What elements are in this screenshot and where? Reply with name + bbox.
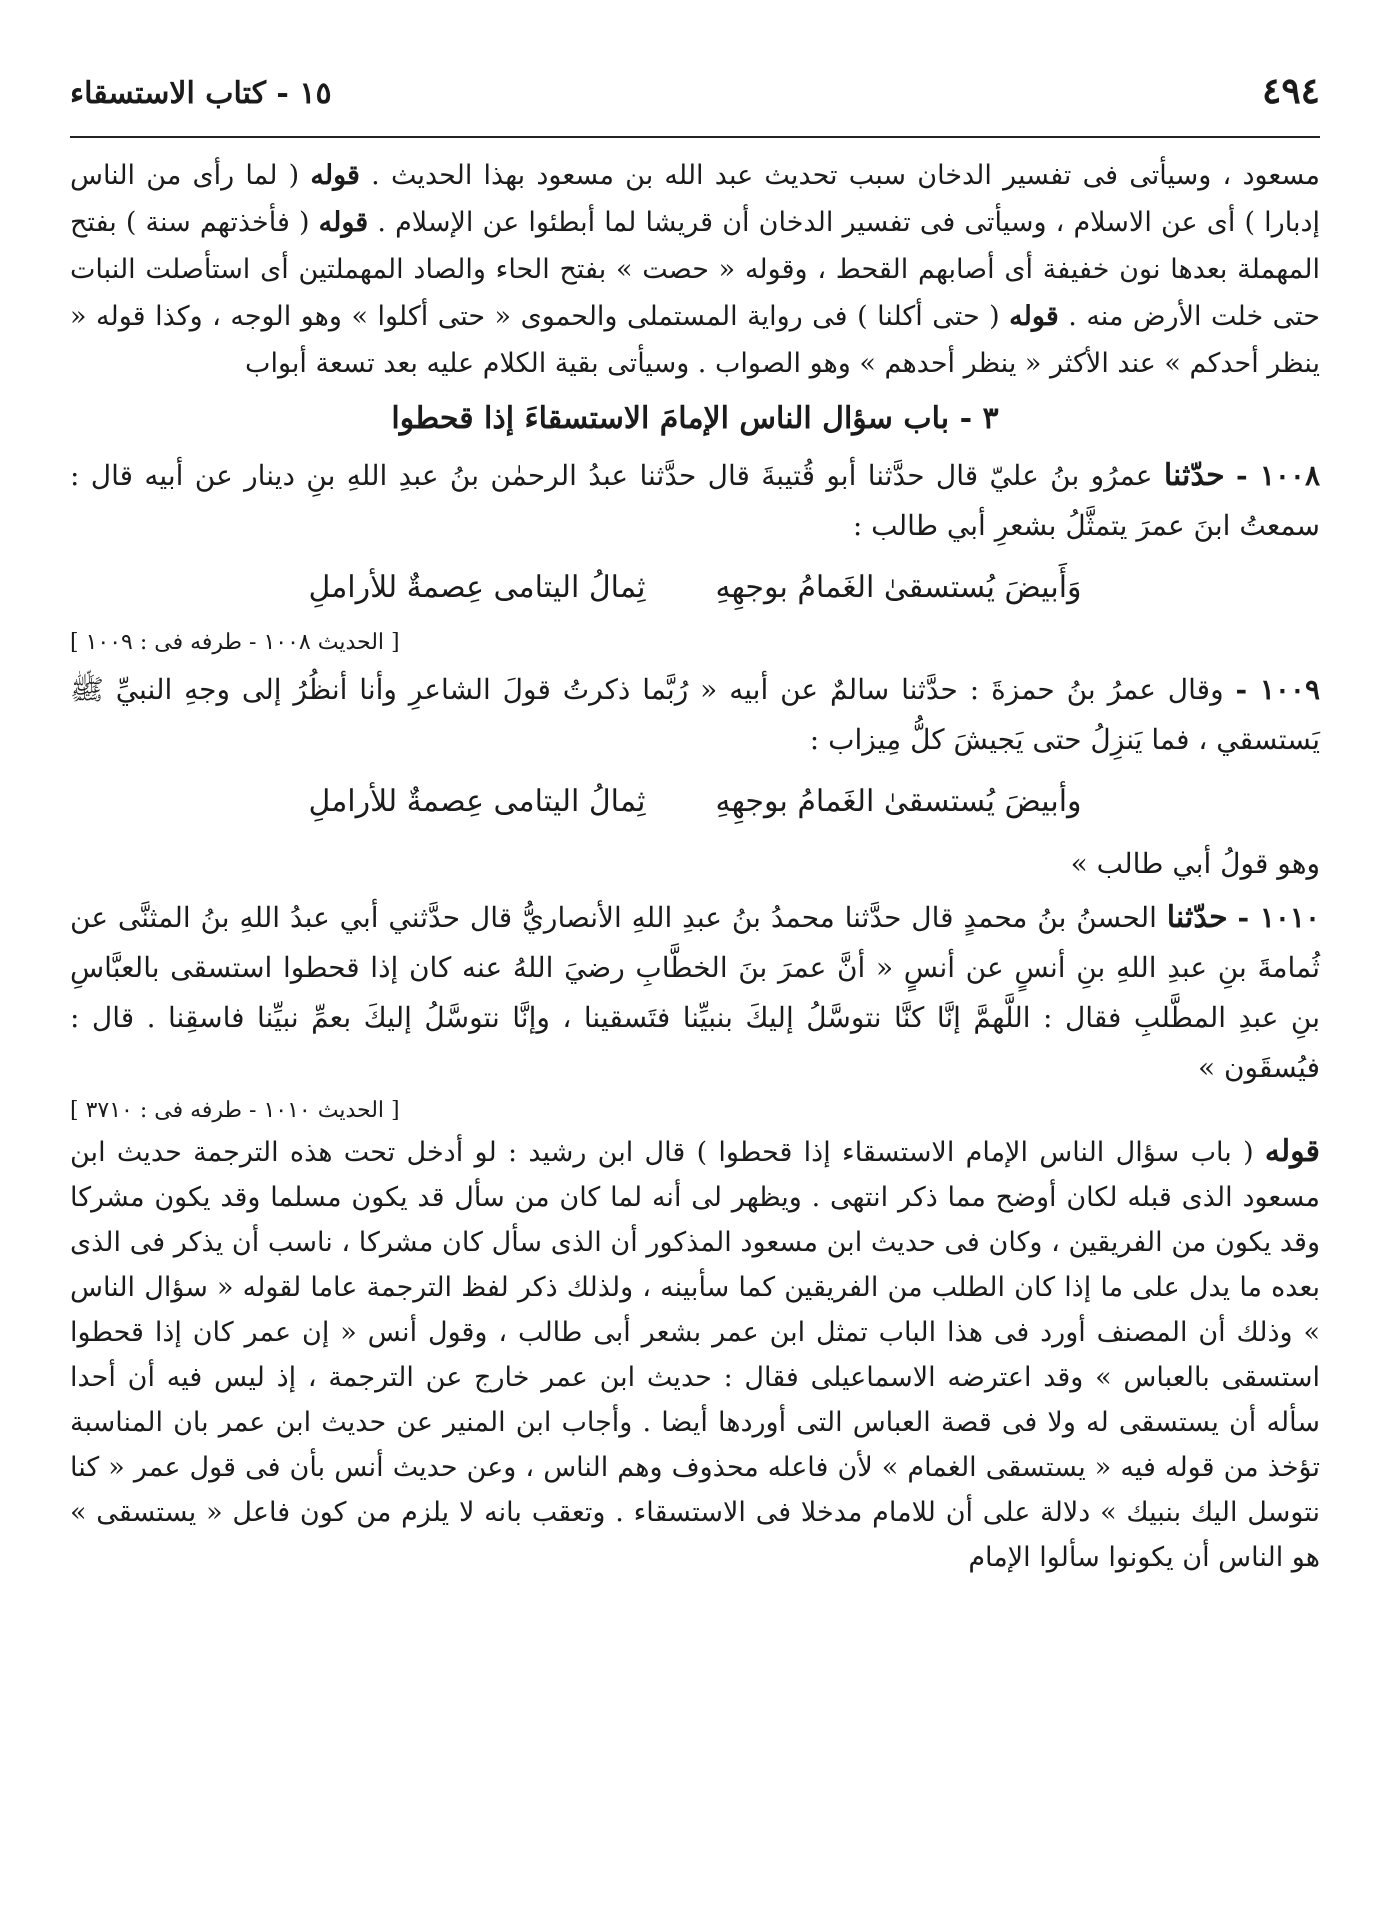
book-page bbox=[70, 70, 1320, 1890]
hadith-1008-text bbox=[70, 451, 1320, 551]
qawluhu-keyword: قوله bbox=[1264, 1134, 1320, 1169]
hadith-1009 bbox=[70, 665, 1320, 889]
hadith-1010-text bbox=[70, 893, 1320, 1093]
hadith-number: ١٠٠٨ - bbox=[1236, 459, 1320, 492]
verse-hemistich-second: ثِمالُ اليتامى عِصمةٌ للأراملِ bbox=[308, 570, 646, 605]
page-number: ٤٩٤ bbox=[1261, 70, 1320, 112]
commentary-block bbox=[70, 1129, 1320, 1580]
bab-label: باب bbox=[903, 401, 950, 436]
hadith-1010 bbox=[70, 893, 1320, 1129]
verse-hemistich-second: ثِمالُ اليتامى عِصمةٌ للأراملِ bbox=[308, 784, 646, 819]
hadith-1008 bbox=[70, 451, 1320, 661]
chapter-heading bbox=[70, 391, 1320, 447]
hadith-body: عمرُو بنُ عليّ قال حدَّثنا أبو قُتيبةَ قال حدَّثنا عبدُ الرحمٰن بنُ عبدِ اللهِ بنِ دينار عن أبيه قال : سمعتُ ابنَ عمرَ يتمثَّلُ بشعرِ أبي طالب : bbox=[70, 459, 1320, 542]
intro-text-1: مسعود ، وسيأتى فى تفسير الدخان سبب تحديث عبد الله بن مسعود بهذا الحديث . bbox=[359, 160, 1320, 191]
qawluhu-keyword: قوله bbox=[310, 160, 360, 191]
hadith-number: ١٠١٠ - bbox=[1237, 901, 1320, 934]
poetry-verse bbox=[70, 771, 1320, 833]
hadith-tail: وهو قولُ أبي طالب » bbox=[1070, 847, 1320, 880]
header-rule bbox=[70, 136, 1320, 138]
qawluhu-keyword: قوله bbox=[318, 207, 369, 238]
commentary-text: ( باب سؤال الناس الإمام الاستسقاء إذا قحطوا ) قال ابن رشيد : لو أدخل تحت هذه الترجمة حديث ابن مسعود الذى قبله لكان أوضح مما ذكر انتهى . ويظهر لى أنه لما كان من سأل قد يكون مسلما وقد يكون مشركا وقد يكون من الفريقين ، وكان فى حديث ابن مسعود المذكور أن الذى سأل كان مشركا ، ناسب أن يذكر فى الذى بعده ما يدل على ما إذا كان الطلب من الفريقين كما سأبينه ، ولذلك ذكر لفظ الترجمة عاما لقوله « سؤال الناس » وذلك أن المصنف أورد فى هذا الباب تمثل ابن عمر بشعر أبى طالب ، وقول أنس « إن عمر كان إذا قحطوا استسقى بالعباس » وقد اعترضه الاسماعيلى فقال : حديث ابن عمر خارج عن الترجمة ، إذ ليس فيه أن أحدا سأله أن يستسقى له ولا فى قصة العباس التى أوردها أيضا . وأجاب ابن المنير عن حديث ابن عمر بان المناسبة تؤخذ من قوله فيه « يستسقى الغمام » لأن فاعله محذوف وهم الناس ، وعن حديث أنس بأن فى قول عمر « كنا نتوسل اليك بنبيك » دلالة على أن للامام مدخلا فى الاستسقاء . وتعقب بانه لا يلزم من كون فاعل « يستسقى » هو الناس أن يكونوا سألوا الإمام bbox=[70, 1137, 1320, 1573]
intro-text-2: ( لما رأى من الناس إدبارا ) أى عن الاسلام ، وسيأتى فى تفسير الدخان أن قريشا لما أبطئوا عن الإسلام . bbox=[70, 160, 1320, 238]
intro-text-4: ( حتى أكلنا ) فى رواية المستملى والحموى « حتى أكلوا » وهو الوجه ، وكذا قوله « ينظر أحدكم » عند الأكثر « ينظر أحدهم » وهو الصواب . وسيأتى بقية الكلام عليه بعد تسعة أبواب bbox=[70, 301, 1320, 379]
hadith-number: ١٠٠٩ - bbox=[1235, 673, 1320, 706]
hadith-1009-text bbox=[70, 665, 1320, 765]
hadith-body: الحسنُ بنُ محمدٍ قال حدَّثنا محمدُ بنُ عبدِ اللهِ الأنصاريُّ قال حدَّثني أبي عبدُ اللهِ بنُ المثنَّى عن ثُمامةَ بنِ عبدِ اللهِ بنِ أنسٍ عن أنسٍ « أنَّ عمرَ بنَ الخطَّابِ رضيَ اللهُ عنه كان إذا قحطوا استسقى بالعبَّاسِ بنِ عبدِ المطَّلبِ فقال : اللَّهمَّ إنَّا كنَّا نتوسَّلُ إليكَ بنبيِّنا فتَسقينا ، وإنَّا نتوسَّلُ إليكَ بعمِّ نبيِّنا فاسقِنا . قال : فيُسقَون » bbox=[70, 901, 1320, 1084]
intro-text-3: ( فأخذتهم سنة ) بفتح المهملة بعدها نون خفيفة أى أصابهم القحط ، وقوله « حصت » بفتح الحاء والصاد المهملتين أى استأصلت النبات حتى خلت الأرض منه . bbox=[70, 207, 1320, 332]
haddathana-label: حدّثنا bbox=[1163, 458, 1225, 493]
chapter-title: ١٥ - كتاب الاستسقاء bbox=[70, 76, 332, 111]
hadith-reference: [ الحديث ١٠١٠ - طرفه فى : ٣٧١٠ ] bbox=[70, 1098, 400, 1123]
intro-commentary bbox=[70, 152, 1320, 387]
verse-hemistich-first: وأبيضَ يُستسقىٰ الغَمامُ بوجهِهِ bbox=[715, 784, 1082, 819]
chapter-heading-title: سؤال الناس الإمامَ الاستسقاءَ إذا قحطوا bbox=[391, 401, 893, 436]
chapter-number: ٣ - bbox=[959, 401, 999, 436]
haddathana-label: حدّثنا bbox=[1166, 900, 1228, 935]
hadith-body: وقال عمرُ بنُ حمزةَ : حدَّثنا سالمٌ عن أبيه « رُبَّما ذكرتُ قولَ الشاعرِ وأنا أنظُرُ إلى وجهِ النبيِّ ﷺ يَستسقي ، فما يَنزِلُ حتى يَجيشَ كلُّ مِيزاب : bbox=[70, 673, 1320, 756]
running-header bbox=[70, 70, 1320, 130]
hadith-reference: [ الحديث ١٠٠٨ - طرفه فى : ١٠٠٩ ] bbox=[70, 630, 400, 655]
poetry-verse bbox=[70, 557, 1320, 619]
qawluhu-keyword: قوله bbox=[1009, 301, 1059, 332]
verse-hemistich-first: وَأَبيضَ يُستسقىٰ الغَمامُ بوجهِهِ bbox=[715, 570, 1082, 605]
